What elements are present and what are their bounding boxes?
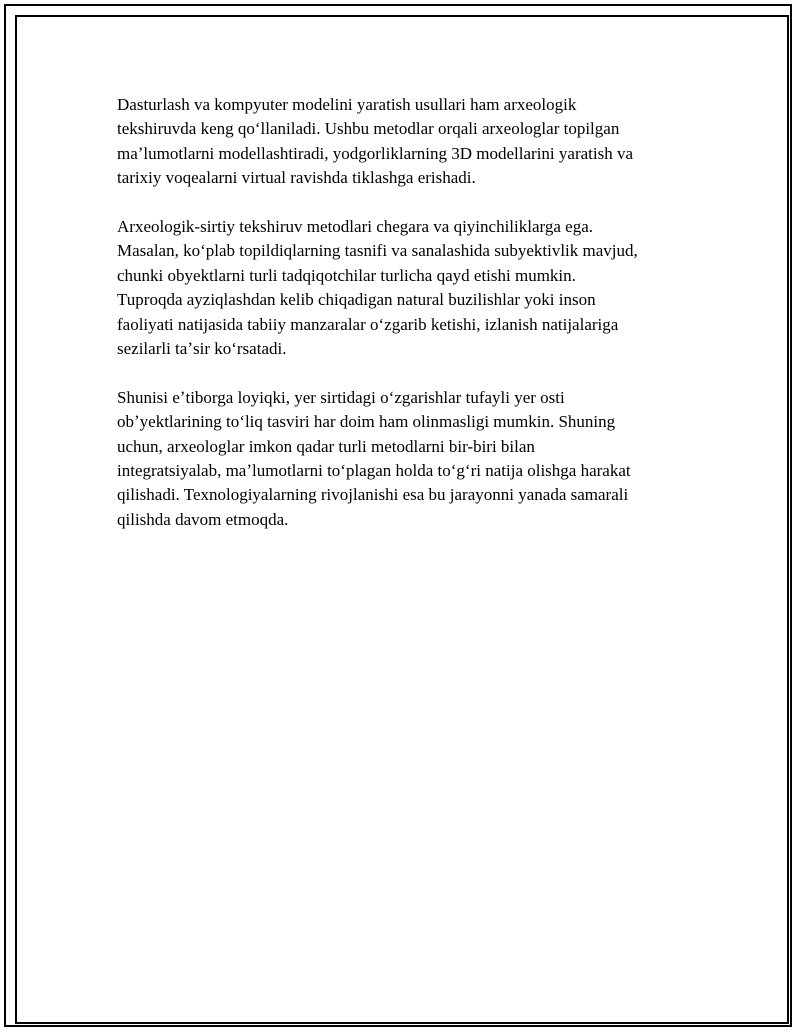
- paragraph-line: tarixiy voqealarni virtual ravishda tiklashga erishadi.: [117, 168, 476, 188]
- paragraph-line: Tuproqda ayziqlashdan kelib chiqadigan natural buzilishlar yoki inson: [117, 290, 596, 310]
- paragraph-line: Shunisi eʼtiborga loyiqki, yer sirtidagi oʻzgarishlar tufayli yer osti: [117, 387, 565, 407]
- paragraph-3: [117, 386, 697, 532]
- paragraph-line: integratsiyalab, maʼlumotlarni toʻplagan holda toʻgʻri natija olishga harakat: [117, 461, 631, 481]
- paragraph-line: faoliyati natijasida tabiiy manzaralar oʻzgarib ketishi, izlanish natijalariga: [117, 314, 619, 334]
- paragraph-line: maʼlumotlarni modellashtiradi, yodgorliklarning 3D modellarini yaratish va: [117, 143, 634, 163]
- paragraph-line: obʼyektlarining toʻliq tasviri har doim ham olinmasligi mumkin. Shuning: [117, 412, 616, 432]
- paragraph-line: Masalan, koʻplab topildiqlarning tasnifi va sanalashida subyektivlik mavjud,: [117, 241, 638, 261]
- paragraph-line: uchun, arxeologlar imkon qadar turli metodlarni bir-biri bilan: [117, 436, 535, 456]
- document-body: [117, 93, 697, 557]
- paragraph-line: qilishda davom etmoqda.: [117, 509, 289, 529]
- paragraph-line: Dasturlash va kompyuter modelini yaratish usullari ham arxeologik: [117, 95, 577, 114]
- paragraph-line: chunki obyektlarni turli tadqiqotchilar turlicha qayd etishi mumkin.: [117, 265, 576, 285]
- paragraph-line: tekshiruvda keng qoʻllaniladi. Ushbu metodlar orqali arxeologlar topilgan: [117, 119, 620, 139]
- paragraph-line: sezilarli taʼsir koʻrsatadi.: [117, 339, 287, 359]
- paragraph-line: qilishadi. Texnologiyalarning rivojlanishi esa bu jarayonni yanada samarali: [117, 485, 629, 505]
- paragraph-2: [117, 215, 697, 361]
- paragraph-line: Arxeologik-sirtiy tekshiruv metodlari chegara va qiyinchiliklarga ega.: [117, 217, 594, 237]
- paragraph-1: [117, 93, 697, 191]
